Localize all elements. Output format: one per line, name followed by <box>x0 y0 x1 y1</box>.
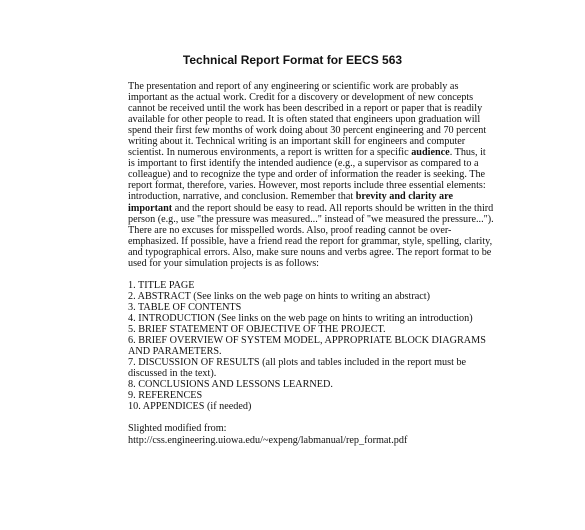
body-line: spend their first few months of work doing about 30 percent engineering and 70 percent <box>128 125 487 137</box>
body-line <box>128 191 488 202</box>
intro-paragraph <box>128 81 494 269</box>
list-item: 9. REFERENCES <box>128 390 203 402</box>
list-item: 1. TITLE PAGE <box>128 279 195 291</box>
body-text-fragment: scientist. In numerous environments, a report is written for a specific <box>128 147 412 159</box>
document-title: Technical Report Format for EECS 563 <box>182 53 403 67</box>
list-item: 8. CONCLUSIONS AND LESSONS LEARNED. <box>128 379 333 391</box>
paragraph-gap <box>128 269 488 280</box>
body-line: and typographical errors. Also, make sure nouns and verbs agree. The report format to be <box>128 246 492 258</box>
report-format-list <box>128 280 488 413</box>
list-item: 10. APPENDICES (if needed) <box>128 401 252 413</box>
source-note <box>128 423 488 445</box>
list-item: 6. BRIEF OVERVIEW OF SYSTEM MODEL, APPROPRIATE BLOCK DIAGRAMS <box>128 335 486 347</box>
source-url: http://css.engineering.uiowa.edu/~expeng/labmanual/rep_format.pdf <box>128 434 408 446</box>
body-line: report format, therefore, varies. However, most reports include three essential elements: <box>128 180 486 192</box>
source-label: Slighted modified from: <box>128 423 227 435</box>
body-line: is important to first identify the intended audience (e.g., a supervisor as compared to a <box>128 158 479 170</box>
list-item: AND PARAMETERS. <box>128 346 222 358</box>
body-line: emphasized. If possible, have a friend read the report for grammar, style, spelling, clarity, <box>128 235 493 247</box>
paragraph-gap <box>128 412 488 423</box>
body-line: There are no excuses for misspelled words. Also, proof reading cannot be over- <box>128 224 452 236</box>
body-line: available for other people to read. It is often stated that engineers upon graduation will <box>128 114 481 126</box>
body-line <box>128 147 488 158</box>
list-item: 4. INTRODUCTION (See links on the web page on hints to writing an introduction) <box>128 312 473 324</box>
body-line: cannot be received until the work has been described in a report or paper that is readily <box>128 103 483 115</box>
list-item: 7. DISCUSSION OF RESULTS (all plots and tables included in the report must be <box>128 357 467 369</box>
list-item: 5. BRIEF STATEMENT OF OBJECTIVE OF THE PROJECT. <box>128 324 386 336</box>
list-item: 2. ABSTRACT (See links on the web page on hints to writing an abstract) <box>128 290 431 302</box>
emphasis-brevity-clarity: brevity and clarity are <box>355 191 453 203</box>
body-line: writing about it. Technical writing is an important skill for engineers and computer <box>128 136 466 148</box>
body-line: The presentation and report of any engineering or scientific work are probably as <box>128 81 459 92</box>
body-text-fragment: . Thus, it <box>449 147 486 159</box>
list-item: 3. TABLE OF CONTENTS <box>128 301 242 313</box>
body-line: used for your simulation projects is as follows: <box>128 257 319 269</box>
body-line: person (e.g., use "the pressure was measured..." instead of "we measured the pressure..."). <box>128 213 494 225</box>
body-line <box>128 202 494 214</box>
emphasis-audience: audience <box>411 147 450 159</box>
emphasis-important: important <box>128 202 173 214</box>
body-text-fragment: and the report should be easy to read. All reports should be written in the third <box>172 202 494 214</box>
body-line: colleague) and to recognize the type and order of information the reader is seeking. The <box>128 169 486 181</box>
body-text-fragment: introduction, narrative, and conclusion. Remember that <box>128 191 356 203</box>
list-item: discussed in the text). <box>128 368 217 380</box>
document-body <box>128 81 494 446</box>
body-line: important as the actual work. Credit for a discovery or development of new concepts <box>128 92 474 104</box>
